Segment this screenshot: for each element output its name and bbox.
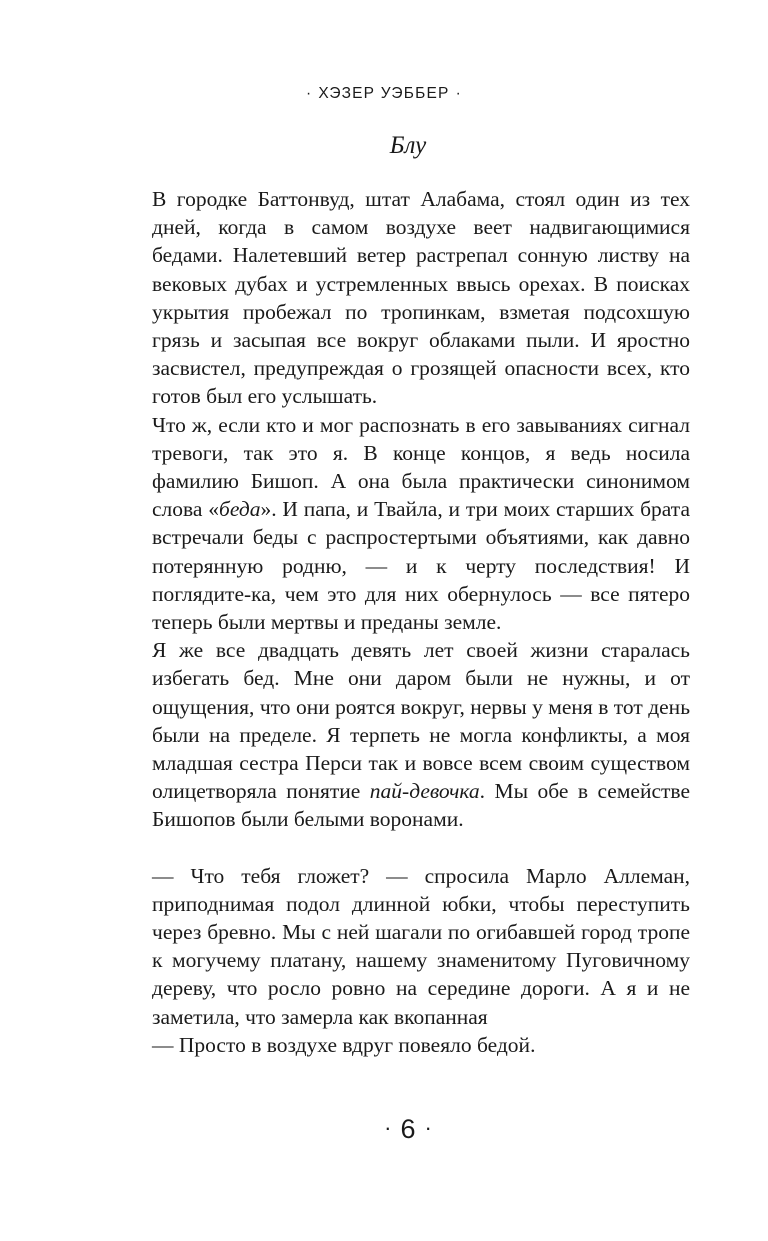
paragraph-2-text-end: ». И папа, и Твайла, и три моих старших брата встречали беды с распростертыми объятиями, как давно потерянную родню, — и к черту последствия! И поглядите-ка, чем это для них обернулось — все пятеро теперь были мертвы и преданы земле.: [152, 497, 690, 635]
paragraph-3-text-start: Я же все двадцать девять лет своей жизни старалась избегать бед. Мне они даром были не нужны, и от ощущения, что они роятся вокруг, нервы у меня в тот день были на пределе. Я терпеть не могла конфликты, а моя младшая сестра Перси так и вовсе всем своим существом олицетворяла понятие: [152, 638, 690, 804]
paragraph-2-emphasis: беда: [219, 497, 261, 522]
page-number: [0, 1112, 768, 1145]
header-dot-right: ·: [455, 85, 462, 102]
paragraph-2-text-start: Что ж, если кто и мог распознать в его завываниях сигнал тревоги, так это я. В конце концов, я ведь носила фамилию Бишоп. А она была практически синонимом слова «: [152, 412, 690, 522]
page-number-value: 6: [400, 1114, 416, 1144]
paragraph-2: [152, 411, 690, 637]
paragraph-5-text: — Просто в воздухе вдруг повеяло бедой.: [152, 1032, 536, 1057]
paragraph-3: [152, 636, 690, 833]
paragraph-1: [152, 185, 690, 411]
header-dot-left: ·: [306, 85, 313, 102]
paragraph-3-text-end: . Мы обе в семействе Бишопов были белыми воронами.: [152, 779, 690, 832]
paragraph-4: [152, 862, 690, 1031]
author-name: ХЭЗЕР УЭББЕР: [318, 85, 450, 102]
paragraph-5: [152, 1031, 690, 1059]
body-text: [152, 185, 690, 1059]
section-gap: [152, 834, 690, 862]
running-header: [0, 82, 768, 106]
chapter-title: Блу: [389, 132, 427, 159]
paragraph-4-text: — Что тебя гложет? — спросила Марло Аллеман, приподнимая подол длинной юбки, чтобы переступить через бревно. Мы с ней шагали по огибавшей город тропе к могучему платану, нашему знаменитому Пуговичному дереву, что росло ровно на середине дороги. А я и не заметила, что замерла как вкопанная: [152, 863, 690, 1029]
page-number-dot-right: ·: [424, 1115, 432, 1140]
paragraph-3-emphasis: пай-девочка: [369, 779, 480, 804]
page-number-dot-left: ·: [384, 1115, 392, 1140]
paragraph-1-text: В городке Баттонвуд, штат Алабама, стоял один из тех дней, когда в самом воздухе веет надвигающимися бедами. Налетевший ветер растрепал сонную листву на вековых дубах и устремленных ввысь орехах. В поисках укрытия пробежал по тропинкам, взметая подсохшую грязь и засыпая все вокруг облаками пыли. И яростно засвистел, предупреждая о грозящей опасности всех, кто готов был его услышать.: [152, 187, 690, 409]
